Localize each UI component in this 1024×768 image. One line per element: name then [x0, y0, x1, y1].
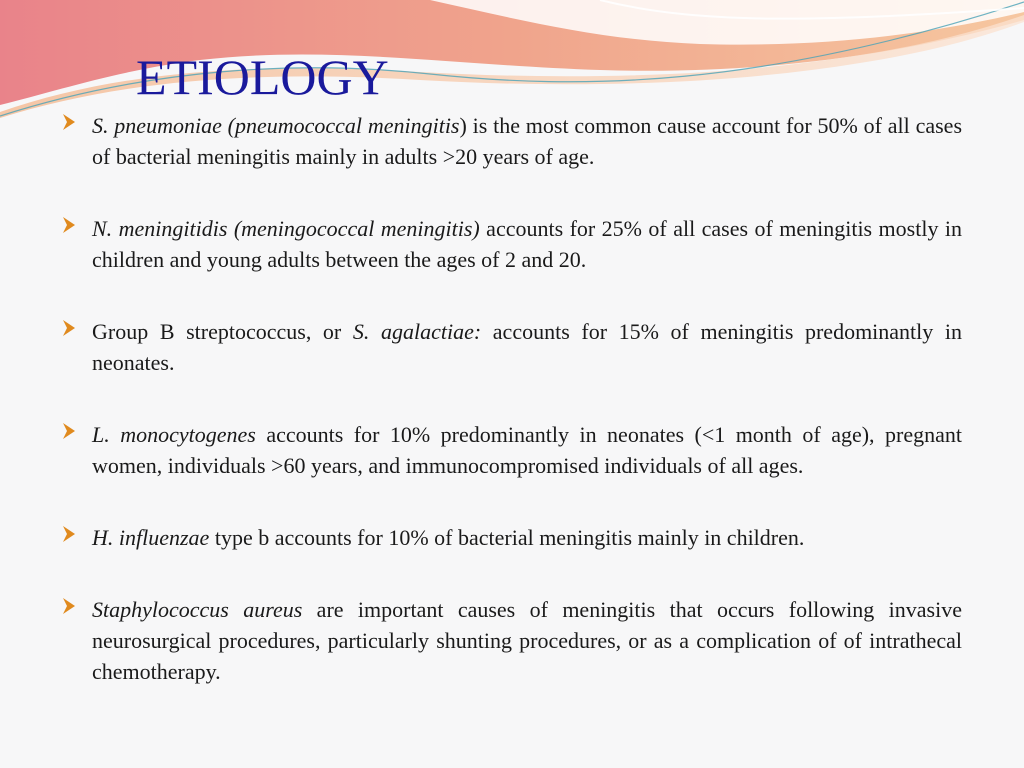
- arrow-bullet-icon: [62, 597, 76, 615]
- slide-title: ETIOLOGY: [136, 49, 389, 105]
- organism-name: L. monocytogenes: [92, 422, 256, 447]
- bullet-text: [92, 419, 962, 481]
- organism-name: H. influenzae: [92, 525, 210, 550]
- bullet-item: [62, 110, 962, 172]
- bullet-text: [92, 594, 962, 687]
- bullet-item: [62, 213, 962, 275]
- bullet-text: [92, 213, 962, 275]
- arrow-bullet-icon: [62, 319, 76, 337]
- bullet-list: [62, 110, 962, 687]
- bullet-body: are important causes of meningitis that occurs following invasive neurosurgical procedures, particularly shunting procedures, or as a complication of of intrathecal chemotherapy.: [92, 597, 962, 684]
- bullet-item: [62, 419, 962, 481]
- bullet-item: [62, 522, 962, 553]
- bullet-body: ) is the most common cause account for 50% of all cases of bacterial meningitis mainly in adults >20 years of age.: [92, 113, 963, 169]
- bullet-prefix: Group B streptococcus, or: [92, 319, 353, 344]
- bullet-item: [62, 594, 962, 687]
- bullet-body: accounts for 25% of all cases of meningitis mostly in children and young adults between the ages of 2 and 20.: [92, 216, 963, 272]
- bullet-body: type b accounts for 10% of bacterial meningitis mainly in children.: [209, 525, 805, 550]
- organism-name: S. agalactiae:: [352, 319, 482, 344]
- organism-name: S. pneumoniae (pneumococcal meningitis: [92, 113, 460, 138]
- organism-name: N. meningitidis (meningococcal meningitis): [92, 216, 480, 241]
- bullet-body: accounts for 10% predominantly in neonates (<1 month of age), pregnant women, individuals >60 years, and immunocompromised individuals of all ages.: [92, 422, 962, 478]
- bullet-text: [92, 110, 962, 172]
- bullet-text: [92, 522, 962, 553]
- bullet-item: [62, 316, 962, 378]
- arrow-bullet-icon: [62, 525, 76, 543]
- arrow-bullet-icon: [62, 422, 76, 440]
- bullet-text: [92, 316, 962, 378]
- organism-name: Staphylococcus aureus: [92, 597, 303, 622]
- arrow-bullet-icon: [62, 216, 76, 234]
- arrow-bullet-icon: [62, 113, 76, 131]
- bullet-body: accounts for 15% of meningitis predominantly in neonates.: [92, 319, 963, 375]
